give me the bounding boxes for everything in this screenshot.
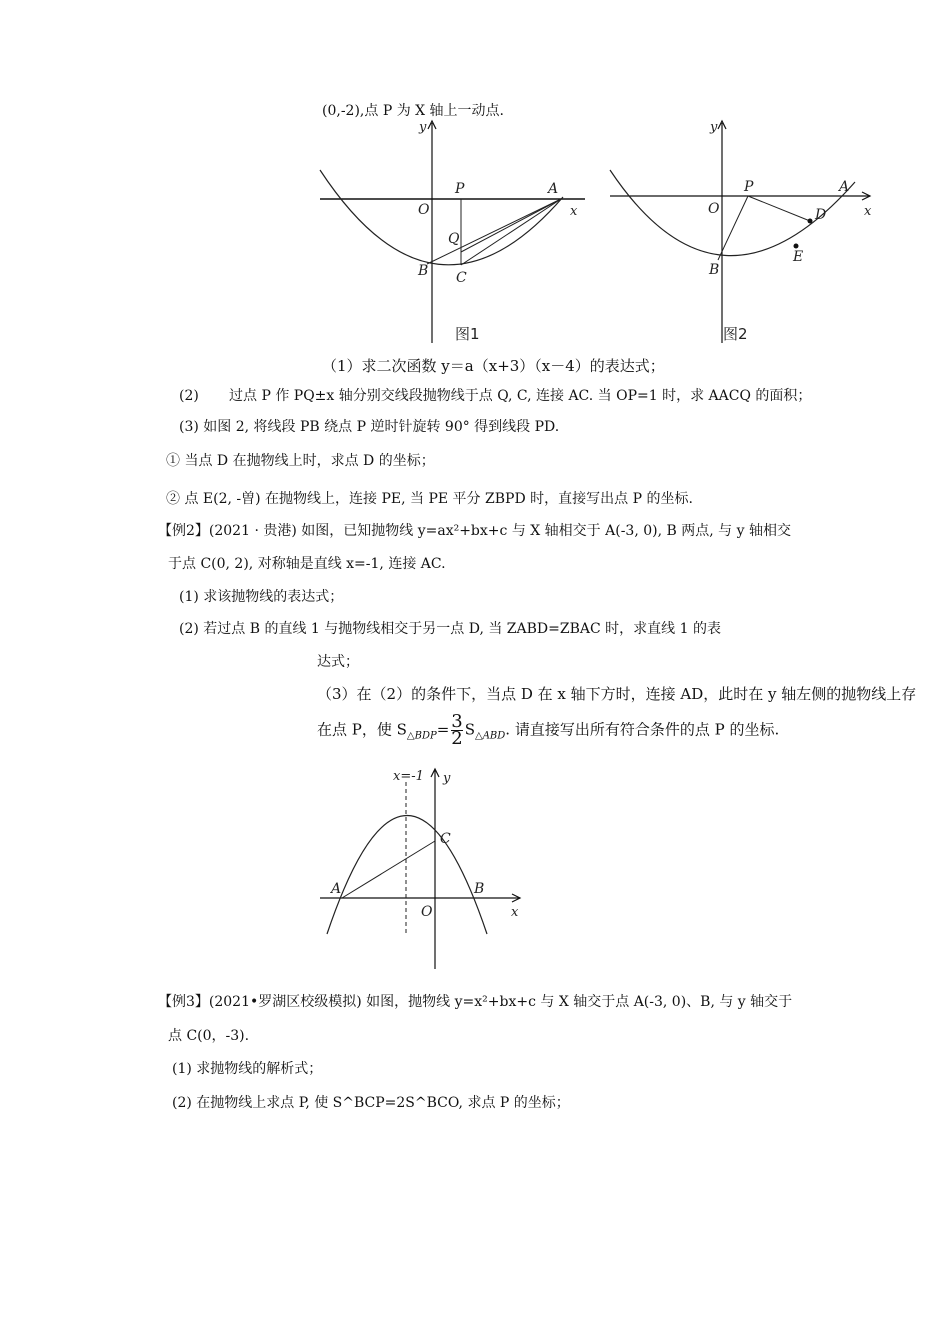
ex2-head: 【例2】(2021 · 贵港) 如图，已知抛物线 y=ax²+bx+c 与 X 轴相交于 A(-3, 0), B 两点, 与 y 轴相交	[158, 523, 791, 539]
fig1-p-label: P	[455, 181, 465, 197]
fig1-q-label: Q	[448, 231, 460, 247]
fig3-a-label: A	[331, 881, 342, 897]
fig3-top-label: x=-1	[393, 769, 424, 784]
fig2-line-pd	[748, 196, 810, 221]
fig1-caption: 图1	[455, 325, 480, 343]
figure-1	[315, 115, 595, 350]
ex1-q3-2: ② 点 E(2, -曽) 在抛物线上，连接 PE, 当 PE 平分 ZBPD 时，直接写出点 P 的坐标.	[166, 491, 693, 507]
fraction-3-2: $\frac{3}{2}$	[451, 711, 463, 749]
fig3-line-ac	[342, 841, 435, 898]
fig1-line-ca	[461, 199, 561, 265]
fig3-o-label: O	[421, 904, 433, 920]
ex1-q1: （1）求二次函数 y＝a（x+3）（x－4）的表达式；	[322, 357, 665, 375]
ex3-head2: 点 C(0，-3).	[168, 1028, 250, 1044]
fig2-b-label: B	[709, 262, 720, 278]
fig2-o-label: O	[708, 201, 720, 217]
ex2-q2: (2) 若过点 B 的直线 1 与抛物线相交于另一点 D, 当 ZABD=ZBAC 时，求直线 1 的表	[179, 621, 721, 637]
ex1-q2: 过点 P 作 PQ±x 轴分别交线段抛物线于点 Q, C, 连接 AC. 当 OP=1 时，求 AACQ 的面积；	[229, 388, 812, 404]
fig2-caption: 图2	[723, 325, 748, 343]
fig1-y-label: y	[419, 120, 427, 135]
ex3-q1: (1) 求抛物线的解析式；	[172, 1061, 323, 1077]
fig2-point-e	[794, 244, 799, 249]
ex2-q3a: （3）在（2）的条件下，当点 D 在 x 轴下方时，连接 AD，此时在 y 轴左侧的抛物线上存	[317, 685, 917, 703]
fig1-c-label: C	[456, 270, 467, 286]
fig3-y-label: y	[443, 771, 451, 786]
ex3-q2: (2) 在抛物线上求点 P, 使 S^BCP=2S^BCO, 求点 P 的坐标；	[172, 1095, 570, 1111]
fig2-a-label: A	[839, 179, 850, 195]
fig1-b-label: B	[418, 263, 429, 279]
ex2-q3b: 在点 P，使 $S_{\triangle BDP}=$ $\frac{3}{2}$ $S_{\triangle ABD}$. 请直接写出所有符合条件的点 P 的坐标.	[317, 711, 780, 749]
fig1-a-label: A	[548, 181, 559, 197]
figure-2	[600, 115, 885, 350]
ex2-head2: 于点 C(0, 2), 对称轴是直线 x=-1, 连接 AC.	[168, 556, 446, 572]
ex2-q1: (1) 求该抛物线的表达式；	[179, 589, 344, 605]
fig2-point-d	[808, 219, 813, 224]
ex1-q3-1: ① 当点 D 在抛物线上时，求点 D 的坐标；	[166, 453, 435, 469]
fig2-y-label: y	[710, 120, 718, 135]
fig2-x-label: x	[864, 204, 872, 219]
fig3-x-label: x	[511, 905, 519, 920]
header-line: (0,-2),点 P 为 X 轴上一动点.	[322, 103, 505, 119]
fig2-d-label: D	[815, 207, 827, 223]
fig3-c-label: C	[440, 831, 451, 847]
fig3-parabola	[327, 816, 487, 935]
ex1-q3: (3) 如图 2, 将线段 PB 绕点 P 逆时针旋转 90° 得到线段 PD.	[179, 419, 560, 435]
ex2-q2b: 达式；	[317, 654, 359, 670]
fig1-x-label: x	[570, 204, 578, 219]
fig1-o-label: O	[418, 202, 430, 218]
figure-3	[315, 762, 530, 974]
fig2-e-label: E	[793, 249, 804, 265]
fig2-p-label: P	[744, 179, 754, 195]
ex1-q2-num: (2)	[179, 388, 199, 404]
fig3-b-label: B	[474, 881, 485, 897]
ex3-head: 【例3】(2021•罗湖区校级模拟) 如图，抛物线 y=x²+bx+c 与 X 轴交于点 A(-3, 0)、B, 与 y 轴交于	[158, 994, 793, 1010]
